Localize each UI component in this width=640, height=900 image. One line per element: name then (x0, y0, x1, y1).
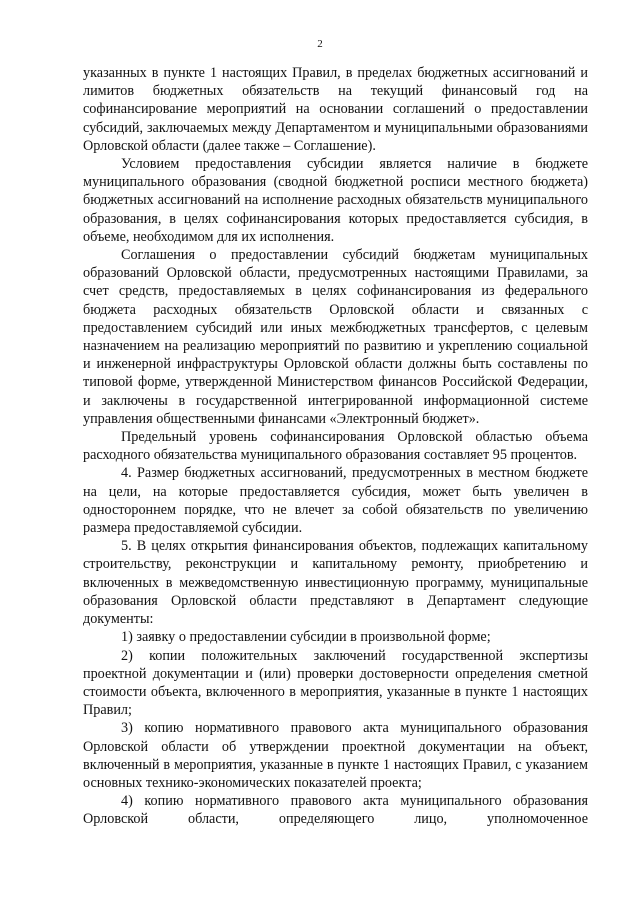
document-body (83, 64, 588, 829)
paragraph-subsidy-condition: Условием предоставления субсидии является наличие в бюджете муниципального образования (сводной бюджетной росписи местного бюджета) бюджетных ассигнований на исполнение расходных обязательств муниципального образования, в целях софинансирования которых предоставляется субсидия, в объеме, необходимом для их исполнения. (83, 156, 588, 245)
list-item-2: 2) копии положительных заключений государственной экспертизы проектной документации и (или) проверки достоверности определения сметной стоимости объекта, включенного в мероприятия, указанные в пункте 1 настоящих Правил; (83, 647, 588, 719)
paragraph-cofinancing-level: Предельный уровень софинансирования Орловской областью объема расходного обязательства муниципального образования составляет 95 процентов. (83, 429, 588, 464)
list-item-1: 1) заявку о предоставлении субсидии в произвольной форме; (121, 629, 491, 646)
list-item-3: 3) копию нормативного правового акта муниципального образования Орловской области об утверждении проектной документации на объект, включенный в мероприятия, указанные в пункте 1 настоящих Правил, с указанием основных технико-экономических показателей проекта; (83, 720, 588, 791)
paragraph-continuation: указанных в пункте 1 настоящих Правил, в пределах бюджетных ассигнований и лимитов бюджетных обязательств на текущий финансовый год на софинансирование мероприятий на основании соглашений о предоставлении субсидий, заключаемых между Департаментом и муниципальными образованиями Орловской области (далее также – Соглашение). (83, 65, 588, 154)
paragraph-agreements: Соглашения о предоставлении субсидий бюджетам муниципальных образований Орловской области, предусмотренных настоящими Правилами, за счет средств, предоставляемых в целях софинансирования из федерального бюджета расходных обязательств Орловской области и связанных с предоставлением субсидий или иных межбюджетных трансфертов, с целевым назначением на реализацию мероприятий по развитию и укреплению социальной и инженерной инфраструктуры Орловской области должны быть составлены по типовой форме, утвержденной Министерством финансов Российской Федерации, и заключены в государственной интегрированной информационной системе управления общественными финансами «Электронный бюджет». (83, 247, 588, 427)
list-item-4: 4) копию нормативного правового акта муниципального образования Орловской области, определяющего лицо, уполномоченное (83, 793, 588, 828)
paragraph-item-5: 5. В целях открытия финансирования объектов, подлежащих капитальному строительству, реконструкции и капитальному ремонту, приобретению и включенных в межведомственную инвестиционную программу, муниципальные образования Орловской области представляют в Департамент следующие документы: (83, 538, 588, 628)
page-number: 2 (317, 38, 323, 50)
paragraph-item-4: 4. Размер бюджетных ассигнований, предусмотренных в местном бюджете на цели, на которые предоставляется субсидия, может быть увеличен в одностороннем порядке, что не влечет за собой обязательств по увеличению размера предоставляемой субсидии. (83, 465, 588, 537)
